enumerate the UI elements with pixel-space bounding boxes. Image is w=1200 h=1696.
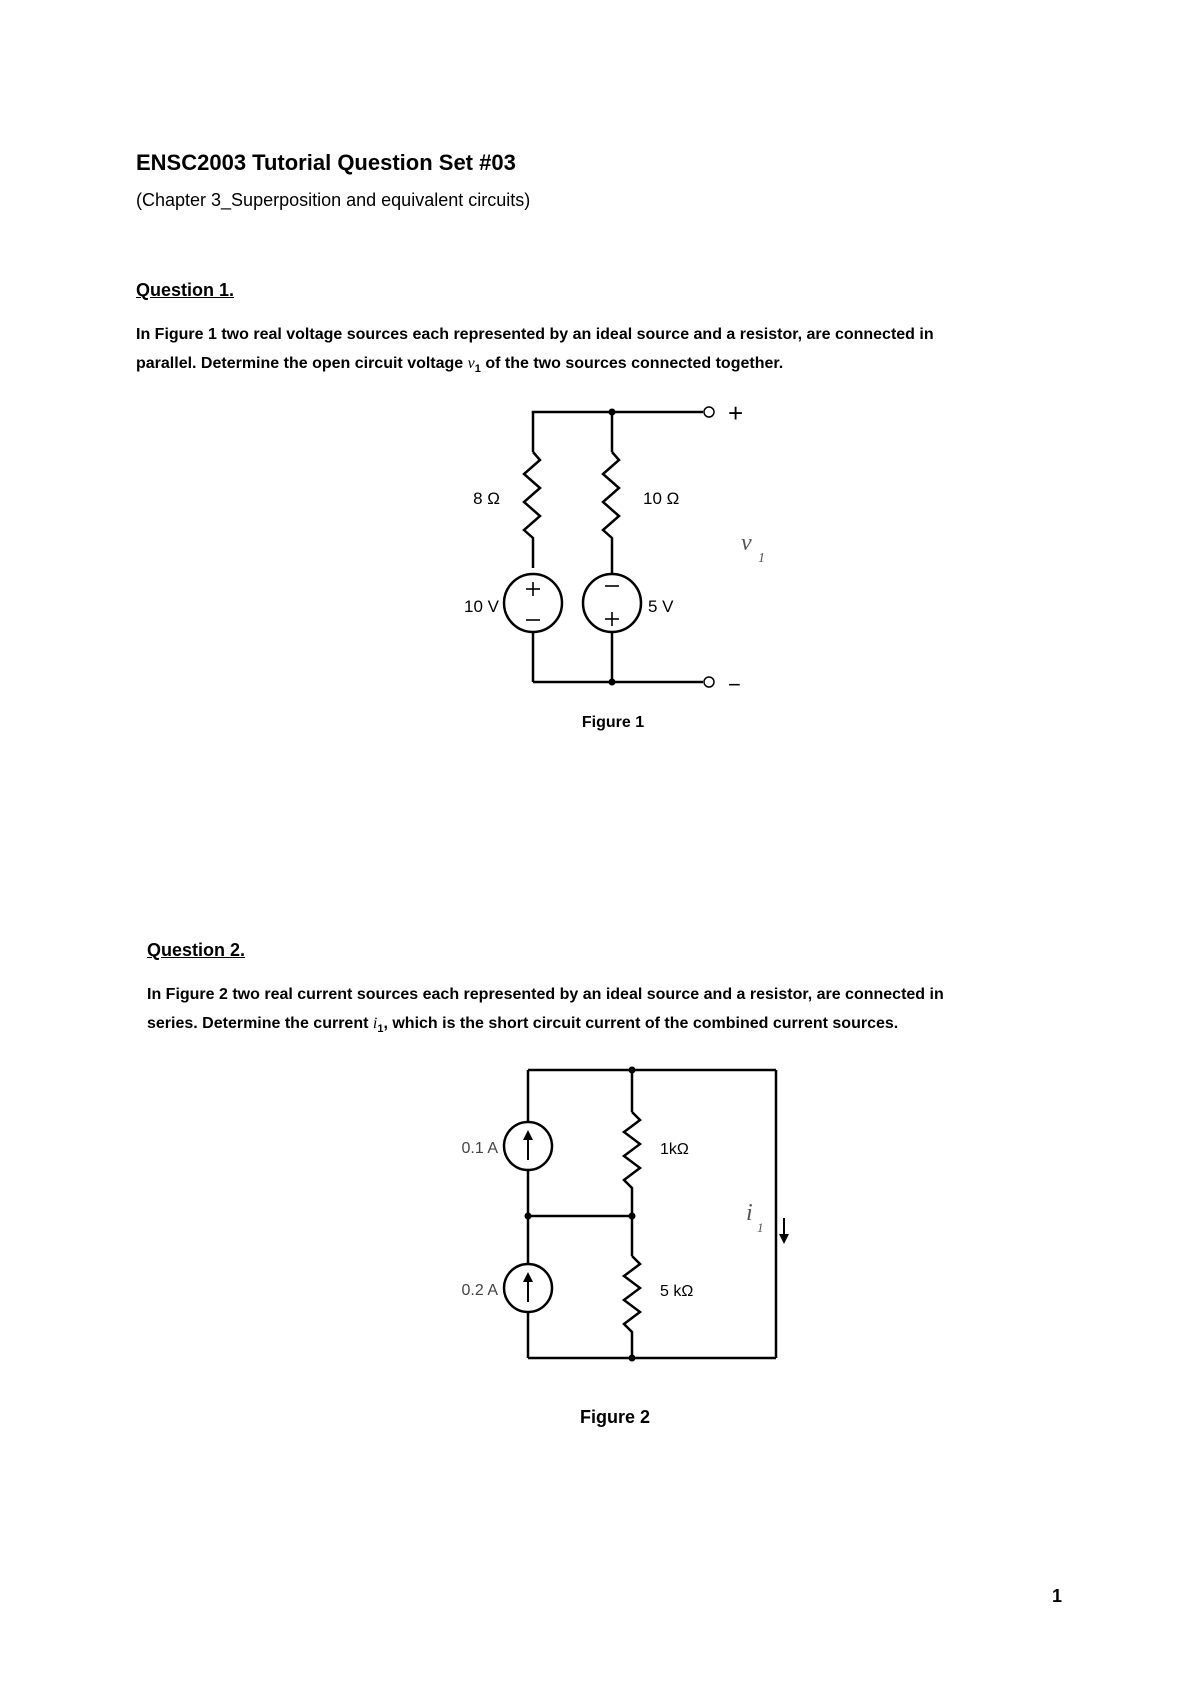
question-1-line-2-end: of the two sources connected together. [480,355,784,372]
resistor-5k [624,1256,640,1358]
variable-v-subscript: 1 [474,363,481,376]
question-2-line-2-end: , which is the short circuit current of the combined current sources. [383,1015,899,1032]
question-1-line-2-start: parallel. Determine the open circuit voltage [136,355,468,372]
variable-i-subscript: 1 [377,1023,384,1036]
label-10v: 10 V [464,597,499,616]
terminal-plus: + [728,398,744,428]
label-5k: 5 kΩ [660,1283,694,1300]
document-title: ENSC2003 Tutorial Question Set #03 [136,150,516,175]
label-1k: 1kΩ [660,1141,689,1158]
label-8-ohm: 8 Ω [473,489,500,508]
question-2-line-2-start: series. Determine the current [147,1015,373,1032]
figure-1-caption: Figure 1 [581,714,645,731]
question-2-heading: Question 2. [147,940,246,960]
question-1-heading: Question 1. [136,280,235,300]
output-current-subscript: 1 [757,1220,764,1235]
page-number: 1 [1051,1586,1062,1606]
variable-i: i [372,1015,378,1032]
output-voltage-subscript: 1 [758,551,765,566]
document-subtitle: (Chapter 3_Superposition and equivalent circuits) [136,190,531,210]
label-0.1a: 0.1 A [461,1140,498,1157]
question-2-line-1: In Figure 2 two real current sources each represented by an ideal source and a resistor, are connected in [147,986,944,1003]
label-5v: 5 V [648,597,674,616]
variable-v: v [467,355,475,372]
question-1-line-1: In Figure 1 two real voltage sources each represented by an ideal source and a resistor, are connected in [136,326,934,343]
terminal-minus: − [728,672,741,697]
resistor-1k [624,1112,640,1216]
output-current-label: i [746,1200,753,1226]
figure-2-caption: Figure 2 [579,1407,651,1427]
output-voltage-label: v [741,530,752,556]
label-0.2a: 0.2 A [461,1282,498,1299]
label-10-ohm: 10 Ω [643,489,680,508]
